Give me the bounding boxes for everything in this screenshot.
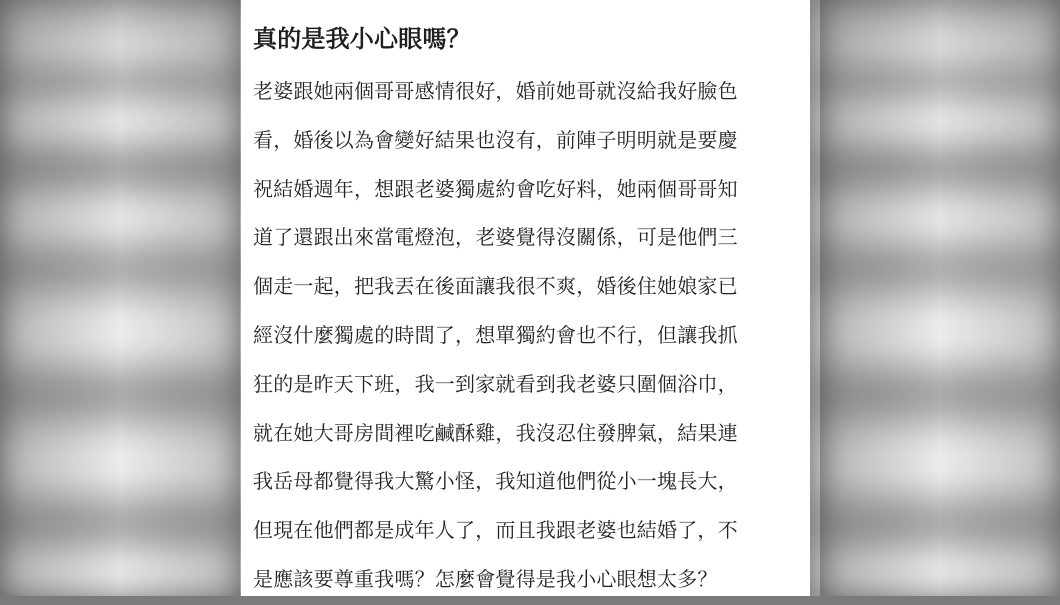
left-shade-overlay [0, 0, 240, 596]
article-line: 祝結婚週年，想跟老婆獨處約會吃好料，她兩個哥哥知 [253, 178, 738, 201]
article-line: 個走一起，把我丟在後面讓我很不爽，婚後住她娘家已 [253, 276, 738, 299]
article-line: 道了還跟出來當電燈泡，老婆覺得沒關係，可是他們三 [253, 227, 738, 250]
right-shade-overlay [820, 0, 1060, 596]
article-line: 看，婚後以為會變好結果也沒有，前陣子明明就是要慶 [253, 129, 738, 152]
article-title: 真的是我小心眼嗎？ [253, 26, 471, 53]
article-line: 但現在他們都是成年人了，而且我跟老婆也結婚了，不 [253, 520, 738, 543]
article-card [241, 0, 810, 596]
article-line: 我岳母都覺得我大驚小怪，我知道他們從小一塊長大， [253, 471, 738, 494]
article-body [253, 68, 798, 605]
article-line: 是應該要尊重我嗎？怎麼會覺得是我小心眼想太多？ [253, 568, 718, 591]
article-line: 狂的是昨天下班，我一到家就看到我老婆只圍個浴巾， [253, 373, 738, 396]
article-line: 就在她大哥房間裡吃鹹酥雞，我沒忍住發脾氣，結果連 [253, 422, 738, 445]
article-line: 經沒什麼獨處的時間了，想單獨約會也不行，但讓我抓 [253, 324, 738, 347]
article-line: 老婆跟她兩個哥哥感情很好，婚前她哥就沒給我好臉色 [253, 81, 738, 103]
